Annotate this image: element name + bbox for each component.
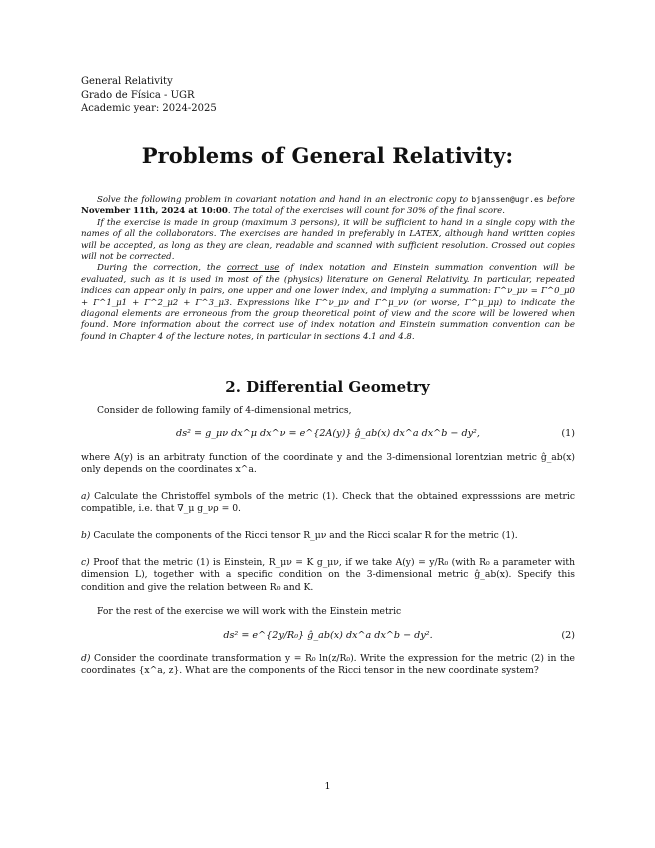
- metric-intro: [81, 405, 575, 417]
- equation-1-number: (1): [561, 428, 575, 439]
- equation-1-expr: ds² = g_μν dx^μ dx^ν = e^{2A(y)} ĝ_ab(x) dx^a dx^b − dy²,: [176, 428, 480, 439]
- instructions-paragraph-2: If the exercise is made in group (maximum 3 persons), it will be sufficient to hand in a single copy with the names of all the collaborators. The exercises are handed in preferably in LATEX, although hand written copies will be accepted, as long as they are clean, readable and scanned with sufficient resolution. Crossed out copies will not be corrected.: [81, 217, 575, 263]
- instructions-paragraph-1: [81, 194, 575, 218]
- instructions-paragraph-3: [81, 263, 575, 343]
- instr-text: . The total of the exercises will count for 30% of the final score.: [227, 206, 505, 217]
- instr-text: of index notation and Einstein summation convention will be evaluated, such as it is used in most of the (physics) literature on General Relativity. In particular, repeated indices can appear only in pairs, one upper and one lower index, and implying a summation: Γ^ν_μν = Γ^0_μ0 + Γ^1_μ1 + Γ^2_μ2 + Γ^3_μ3. Expressions like Γ^ν_μν and Γ^μ_νν (or worse, Γ^μ_μμ) to indicate the diagonal elements are erroneous from the group theoretical point of view and the score will be lowered when found. More information about the correct use of index notation and Einstein summation convention can be found in Chapter 4 of the lecture notes, in particular in sections 4.1 and 4.8.: [81, 263, 576, 342]
- deadline: November 11th, 2024 at 10:00: [81, 206, 228, 217]
- part-c-paragraph: [81, 557, 575, 594]
- part-d-paragraph: [81, 653, 575, 678]
- course-header: [81, 75, 217, 116]
- part-c-label: c): [81, 557, 90, 568]
- part-a-text: Calculate the Christoffel symbols of the metric (1). Check that the obtained expresssions are metric compatible, i.e. that ∇_μ g_νρ = 0.: [81, 491, 575, 515]
- part-a-paragraph: [81, 491, 575, 516]
- page-title: Problems of General Relativity:: [141, 143, 514, 168]
- where-text: [81, 452, 575, 477]
- course-name: General Relativity: [81, 76, 173, 87]
- intro-line: Consider de following family of 4-dimensional metrics,: [97, 405, 352, 416]
- where-paragraph: where A(y) is an arbitraty function of the coordinate y and the 3-dimensional lorentzian metric ĝ_ab(x) only depends on the coordinates x^a.: [81, 452, 575, 476]
- equation-2-expr: ds² = e^{2y/R₀} ĝ_ab(x) dx^a dx^b − dy².: [223, 630, 433, 641]
- part-b-paragraph: [81, 530, 575, 542]
- academic-year: Academic year: 2024-2025: [81, 103, 217, 114]
- part-d: [81, 653, 575, 678]
- part-a: [81, 491, 575, 516]
- part-b-label: b): [81, 530, 91, 541]
- part-d-label: d): [81, 653, 91, 664]
- rest-paragraph: For the rest of the exercise we will work with the Einstein metric: [97, 606, 402, 617]
- part-c: [81, 557, 575, 594]
- degree-name: Grado de Física - UGR: [81, 89, 195, 101]
- contact-email[interactable]: bjanssen@ugr.es: [471, 195, 544, 204]
- part-b-text: Caculate the components of the Ricci tensor R_μν and the Ricci scalar R for the metric (1).: [93, 530, 518, 541]
- instr-text: During the correction, the: [97, 263, 221, 274]
- instr-text: before: [546, 195, 576, 205]
- correct-use-underlined: correct use: [226, 263, 280, 274]
- instr-text: Solve the following problem in covariant notation and hand in an electronic copy to: [97, 195, 469, 205]
- page-number: 1: [324, 781, 331, 792]
- part-d-text: Consider the coordinate transformation y = R₀ ln(z/R₀). Write the expression for the metric (2) in the coordinates {x^a, z}. What are the components of the Ricci tensor in the new coordinate system?: [81, 653, 575, 677]
- rest-line: [81, 606, 575, 618]
- part-b: [81, 530, 575, 542]
- part-c-text: Proof that the metric (1) is Einstein, R_μν = K g_μν, if we take A(y) = y/R₀ (with R₀ a parameter with dimension L), together with a specific condition on the 3-dimensional metric ĝ_ab(x). Specify this condition and give the relation between R₀ and K.: [81, 557, 576, 593]
- equation-2-number: (2): [561, 630, 575, 641]
- part-a-label: a): [81, 491, 91, 502]
- section-heading: 2. Differential Geometry: [225, 378, 430, 396]
- instructions: [81, 194, 575, 343]
